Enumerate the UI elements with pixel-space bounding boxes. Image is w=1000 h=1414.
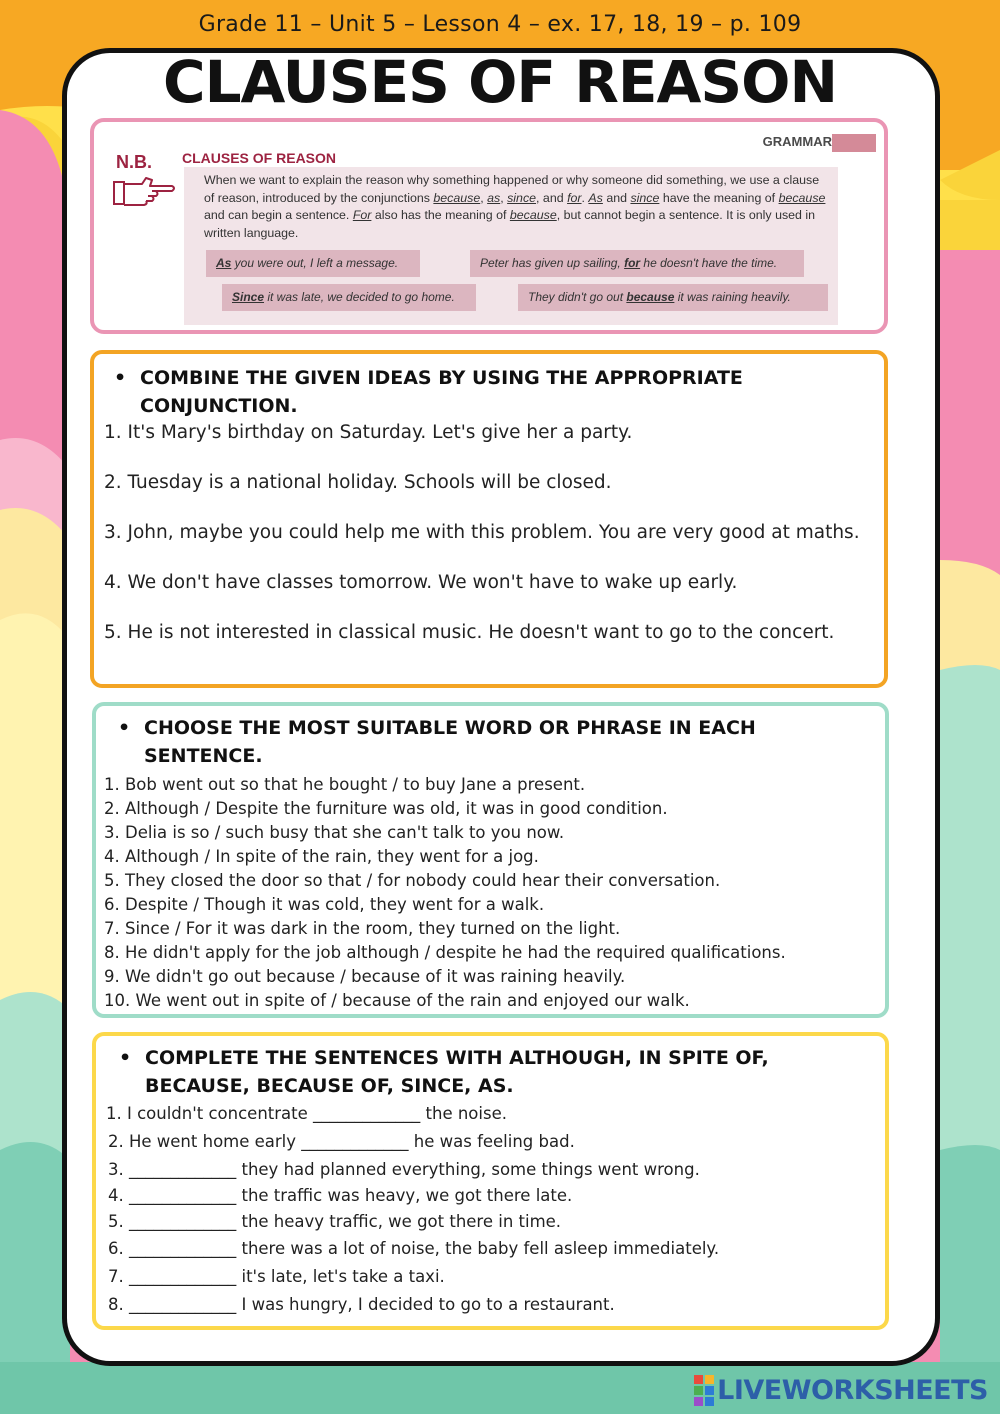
complete-item-7: 7. _____________ it's late, let's take a taxi. bbox=[108, 1267, 445, 1286]
grammar-title: CLAUSES OF REASON bbox=[182, 150, 337, 166]
exercise-choose-box bbox=[92, 702, 889, 1018]
bullet-icon: • bbox=[114, 367, 127, 389]
complete-item-1: 1. I couldn't concentrate _____________ the noise. bbox=[106, 1104, 507, 1123]
choose-item-2: 2. Although / Despite the furniture was old, it was in good condition. bbox=[104, 799, 668, 818]
combine-item-4: 4. We don't have classes tomorrow. We won't have to wake up early. bbox=[104, 572, 738, 593]
example-as: As you were out, I left a message. bbox=[206, 250, 420, 277]
exercise-complete-heading: • COMPLETE THE SENTENCES WITH ALTHOUGH, IN SPITE OF, BECAUSE, BECAUSE OF, SINCE, AS. bbox=[145, 1044, 769, 1100]
lesson-subtitle: Grade 11 – Unit 5 – Lesson 4 – ex. 17, 18, 19 – p. 109 bbox=[198, 12, 802, 37]
complete-item-2: 2. He went home early _____________ he was feeling bad. bbox=[108, 1132, 575, 1151]
exercise-complete-box bbox=[92, 1032, 889, 1330]
grammar-tag-bar bbox=[832, 134, 876, 152]
complete-item-8: 8. _____________ I was hungry, I decided to go to a restaurant. bbox=[108, 1295, 615, 1314]
logo-blocks-icon bbox=[694, 1375, 714, 1406]
exercise-combine-box bbox=[90, 350, 888, 688]
combine-item-3: 3. John, maybe you could help me with this problem. You are very good at maths. bbox=[104, 522, 860, 543]
exercise-choose-heading: • CHOOSE THE MOST SUITABLE WORD OR PHRASE IN EACH SENTENCE. bbox=[144, 714, 756, 770]
page-title: CLAUSES OF REASON bbox=[163, 48, 837, 116]
bullet-icon: • bbox=[119, 1047, 132, 1069]
grammar-reference-box bbox=[90, 118, 888, 334]
logo-text: LIVEWORKSHEETS bbox=[717, 1374, 988, 1406]
grammar-explanation: When we want to explain the reason why something happened or why someone did something, we use a clause of reason, introduced by the conjunctions because, as, since, and for. As and since have the meaning of because and can begin a sentence. For also has the meaning of because, but cannot begin a sentence. It is only used in written language. bbox=[204, 173, 826, 240]
nb-label: N.B. bbox=[116, 152, 152, 172]
combine-item-5: 5. He is not interested in classical music. He doesn't want to go to the concert. bbox=[104, 622, 835, 643]
choose-item-9: 9. We didn't go out because / because of it was raining heavily. bbox=[104, 967, 626, 986]
choose-item-6: 6. Despite / Though it was cold, they went for a walk. bbox=[104, 895, 545, 914]
choose-item-5: 5. They closed the door so that / for nobody could hear their conversation. bbox=[104, 871, 721, 890]
complete-item-5: 5. _____________ the heavy traffic, we got there in time. bbox=[108, 1212, 562, 1231]
example-since: Since it was late, we decided to go home. bbox=[222, 284, 476, 311]
grammar-tag: GRAMMAR bbox=[762, 134, 832, 149]
bullet-icon: • bbox=[118, 717, 131, 739]
complete-item-6: 6. _____________ there was a lot of noise, the baby fell asleep immediately. bbox=[108, 1239, 720, 1258]
choose-item-3: 3. Delia is so / such busy that she can't talk to you now. bbox=[104, 823, 565, 842]
liveworksheets-logo[interactable] bbox=[694, 1374, 988, 1406]
pointing-hand-icon bbox=[112, 174, 178, 208]
choose-item-4: 4. Although / In spite of the rain, they went for a jog. bbox=[104, 847, 539, 866]
choose-item-10: 10. We went out in spite of / because of the rain and enjoyed our walk. bbox=[104, 991, 690, 1010]
complete-item-3: 3. _____________ they had planned everything, some things went wrong. bbox=[108, 1160, 700, 1179]
exercise-combine-heading: • COMBINE THE GIVEN IDEAS BY USING THE APPROPRIATE CONJUNCTION. bbox=[140, 364, 743, 420]
combine-item-2: 2. Tuesday is a national holiday. Schools will be closed. bbox=[104, 472, 612, 493]
choose-item-7: 7. Since / For it was dark in the room, they turned on the light. bbox=[104, 919, 621, 938]
example-because: They didn't go out because it was raining heavily. bbox=[518, 284, 828, 311]
choose-item-1: 1. Bob went out so that he bought / to buy Jane a present. bbox=[104, 775, 586, 794]
combine-item-1: 1. It's Mary's birthday on Saturday. Let's give her a party. bbox=[104, 422, 633, 443]
complete-item-4: 4. _____________ the traffic was heavy, we got there late. bbox=[108, 1186, 573, 1205]
choose-item-8: 8. He didn't apply for the job although / despite he had the required qualifications. bbox=[104, 943, 786, 962]
example-for: Peter has given up sailing, for he doesn't have the time. bbox=[470, 250, 804, 277]
